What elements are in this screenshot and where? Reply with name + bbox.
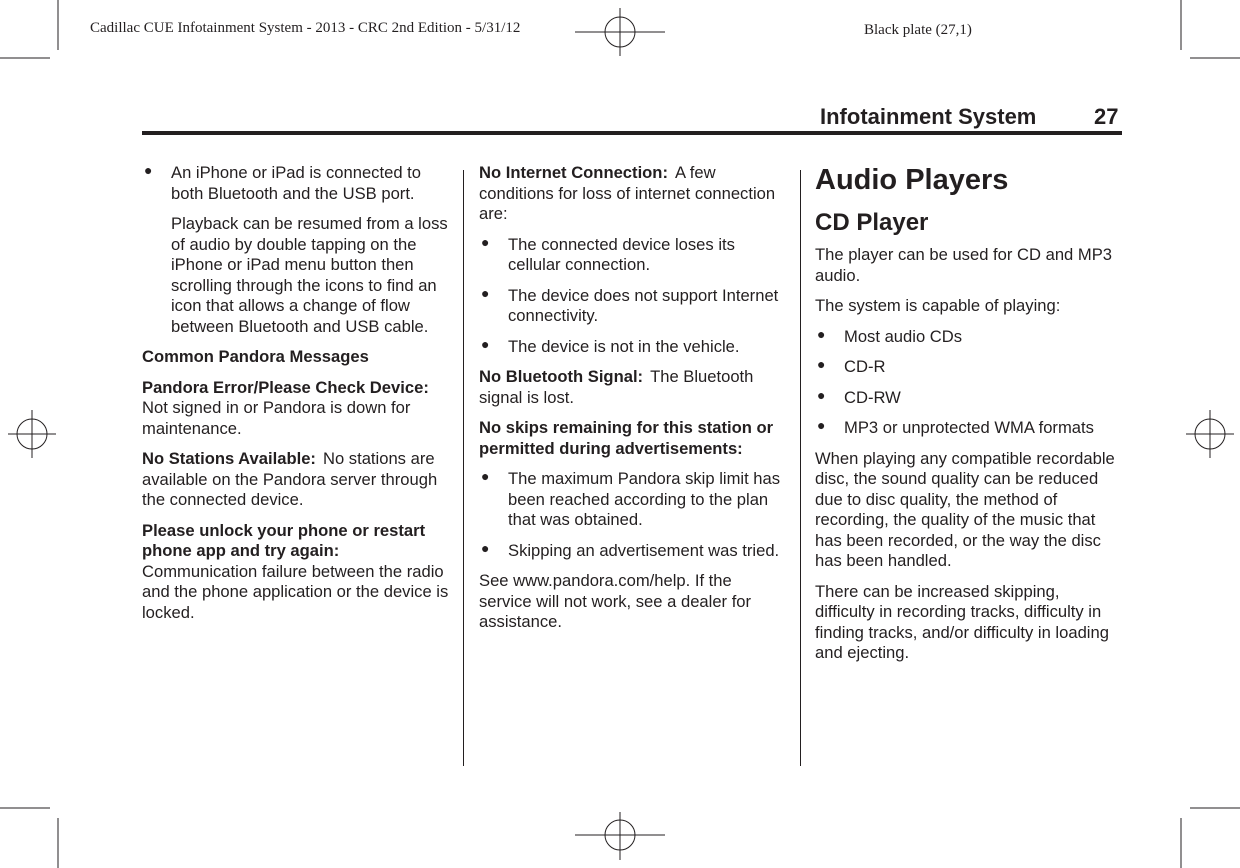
crop-mark-top-left: [0, 0, 58, 58]
list-item: ● Skipping an advertisement was tried.: [481, 539, 780, 560]
crop-mark-bottom-right: [1181, 808, 1240, 868]
print-plate-info: Black plate (27,1): [864, 22, 972, 38]
message-term: No Stations Available:: [142, 449, 316, 468]
page-number: 27: [1094, 104, 1119, 129]
list-item: ● MP3 or unprotected WMA formats: [817, 417, 1094, 437]
crop-mark-bottom-left: [0, 808, 58, 868]
list-item: ● The device does not support Internet connectivity.: [481, 284, 779, 325]
message-text: The Bluetooth signal is lost.: [479, 367, 754, 407]
intro-paragraph: The player can be used for CD and MP3 audio.: [815, 245, 1113, 285]
bullet-icon: ●: [817, 356, 826, 372]
bullet-icon: ●: [481, 284, 490, 301]
quality-paragraph: When playing any compatible recordable disc, the sound quality can be reduced due to disc quality, the method of recording, the quality of the music that has been recorded, or the way the disc has been handled.: [815, 448, 1115, 570]
message-text: No stations are available on the Pandora server through the connected device.: [142, 449, 438, 509]
message-term: No Bluetooth Signal:: [479, 367, 644, 386]
running-header-section: Infotainment System: [820, 104, 1037, 129]
help-paragraph: See www.pandora.com/help. If the service will not work, see a dealer for assistance.: [479, 571, 752, 631]
bullet-icon: ●: [481, 335, 490, 352]
crop-mark-top-right: [1181, 0, 1240, 58]
message-entry: [142, 521, 457, 624]
list-item: ● CD-R: [817, 356, 886, 376]
header-rule: [142, 131, 1122, 135]
list-item: ● CD-RW: [817, 386, 901, 407]
registration-mark-left: [8, 410, 56, 458]
section-heading: Audio Players: [815, 164, 1009, 196]
bullet-icon: ●: [817, 417, 826, 433]
registration-mark-bottom: [575, 812, 665, 860]
registration-mark-top: [575, 8, 665, 56]
section-subheading: Common Pandora Messages: [142, 347, 369, 366]
message-entry: [142, 449, 457, 511]
list-item: ● The device is not in the vehicle.: [481, 335, 740, 356]
registration-mark-right: [1186, 410, 1234, 458]
bullet-icon: ●: [481, 233, 490, 250]
column-3: [815, 163, 1120, 674]
capability-paragraph: The system is capable of playing:: [815, 296, 1061, 315]
list-item: ● The connected device loses its cellular connection.: [481, 233, 735, 274]
message-text: Not signed in or Pandora is down for maintenance.: [142, 398, 411, 438]
section-subheading: CD Player: [815, 209, 929, 236]
skipping-paragraph: There can be increased skipping, difficulty in recording tracks, difficulty in finding tracks, and/or difficulty in loading and ejecting.: [815, 581, 1109, 662]
message-text: Communication failure between the radio and the phone application or the device is locked.: [142, 561, 449, 622]
column-divider-1: [463, 170, 464, 766]
message-text: A few conditions for loss of internet connection are:: [479, 163, 776, 223]
bullet-icon: ●: [481, 539, 490, 556]
list-item: ● Most audio CDs: [817, 325, 963, 346]
bullet-icon: ●: [817, 325, 826, 342]
message-term: Please unlock your phone or restart phone app and try again:: [142, 520, 426, 560]
message-entry: [479, 367, 787, 408]
column-2: [479, 163, 787, 643]
list-item: ● The maximum Pandora skip limit has been reached according to the plan that was obtained.: [481, 468, 781, 529]
bullet-icon: ●: [481, 468, 490, 484]
message-entry: [479, 163, 787, 225]
column-1: [142, 163, 457, 633]
column-divider-2: [800, 170, 801, 766]
message-term: Pandora Error/Please Check Device:: [142, 377, 429, 397]
print-document-info: Cadillac CUE Infotainment System - 2013 - CRC 2nd Edition - 5/31/12: [90, 20, 521, 36]
bullet-icon: ●: [144, 162, 153, 178]
bullet-icon: ●: [817, 386, 826, 403]
bullet-followup-paragraph: Playback can be resumed from a loss of audio by double tapping on the iPhone or iPad menu button then scrolling through the icons to find an icon that allows a change of flow between Bluetooth and USB cable.: [171, 214, 448, 336]
message-term: No Internet Connection:: [479, 163, 668, 182]
message-entry: [142, 378, 457, 440]
message-term: No skips remaining for this station or permitted during advertisements:: [479, 418, 774, 458]
list-item: ● An iPhone or iPad is connected to both Bluetooth and the USB port.: [144, 162, 421, 203]
